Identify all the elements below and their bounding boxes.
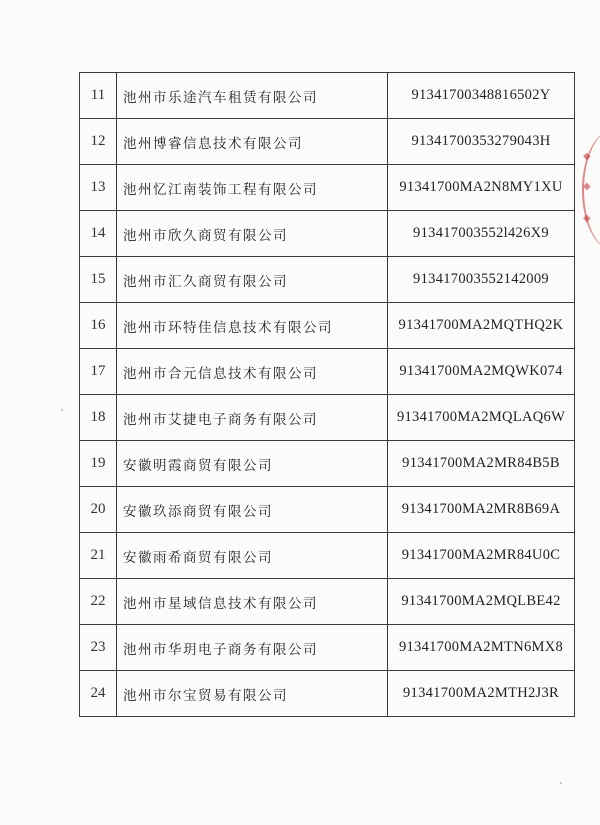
company-name: 池州市欣久商贸有限公司 [117, 211, 388, 257]
credit-code: 91341700MA2MR84U0C [388, 533, 575, 579]
credit-code: 91341700MA2MQLAQ6W [388, 395, 575, 441]
row-index: 15 [80, 257, 117, 303]
row-index: 21 [80, 533, 117, 579]
table-row [80, 165, 575, 211]
company-name: 池州忆江南装饰工程有限公司 [117, 165, 388, 211]
company-name: 池州博睿信息技术有限公司 [117, 119, 388, 165]
scan-speck [61, 409, 63, 411]
table-row [80, 119, 575, 165]
company-name: 池州市环特佳信息技术有限公司 [117, 303, 388, 349]
table-row [80, 211, 575, 257]
credit-code: 91341700355214200​9 [388, 257, 575, 303]
credit-code: 91341700MA2N8MY1XU [388, 165, 575, 211]
company-name: 安徽明霞商贸有限公司 [117, 441, 388, 487]
table-row [80, 303, 575, 349]
seal-glyph: ◆ [583, 213, 591, 224]
row-index: 20 [80, 487, 117, 533]
credit-code: 91341700MA2MTH2J3R [388, 671, 575, 717]
row-index: 14 [80, 211, 117, 257]
table-row [80, 579, 575, 625]
row-index: 13 [80, 165, 117, 211]
row-index: 24 [80, 671, 117, 717]
company-name: 池州市汇久商贸有限公司 [117, 257, 388, 303]
table-row [80, 533, 575, 579]
company-name: 安徽雨希商贸有限公司 [117, 533, 388, 579]
table-row [80, 487, 575, 533]
credit-code: 91341700353279043H [388, 119, 575, 165]
scan-speck [560, 782, 562, 784]
row-index: 11 [80, 73, 117, 119]
table-row [80, 441, 575, 487]
row-index: 22 [80, 579, 117, 625]
credit-code: 91341700348816502Y [388, 73, 575, 119]
row-index: 16 [80, 303, 117, 349]
company-name: 安徽玖添商贸有限公司 [117, 487, 388, 533]
table-row [80, 671, 575, 717]
company-name: 池州市艾捷电子商务有限公司 [117, 395, 388, 441]
company-name: 池州市华玥电子商务有限公司 [117, 625, 388, 671]
table-row [80, 349, 575, 395]
row-index: 23 [80, 625, 117, 671]
company-name: 池州市星域信息技术有限公司 [117, 579, 388, 625]
seal-glyph: ◆ [583, 151, 591, 162]
seal-glyph: ◆ [583, 181, 591, 192]
credit-code: 91341700MA2MR84B5B [388, 441, 575, 487]
company-name: 池州市合元信息技术有限公司 [117, 349, 388, 395]
row-index: 19 [80, 441, 117, 487]
row-index: 18 [80, 395, 117, 441]
table-row [80, 257, 575, 303]
credit-code: 913417003552l426X9 [388, 211, 575, 257]
table-row [80, 625, 575, 671]
credit-code: 91341700MA2MTN6MX8 [388, 625, 575, 671]
credit-code: 91341700MA2MR8B69A [388, 487, 575, 533]
company-table [79, 72, 575, 717]
row-index: 17 [80, 349, 117, 395]
row-index: 12 [80, 119, 117, 165]
table-row [80, 395, 575, 441]
company-name: 池州市尔宝贸易有限公司 [117, 671, 388, 717]
table-row [80, 73, 575, 119]
credit-code: 91341700MA2MQTHQ2K [388, 303, 575, 349]
official-seal-fragment [578, 130, 600, 250]
company-name: 池州市乐途汽车租赁有限公司 [117, 73, 388, 119]
credit-code: 91341700MA2MQLBE42 [388, 579, 575, 625]
credit-code: 91341700MA2MQWK074 [388, 349, 575, 395]
